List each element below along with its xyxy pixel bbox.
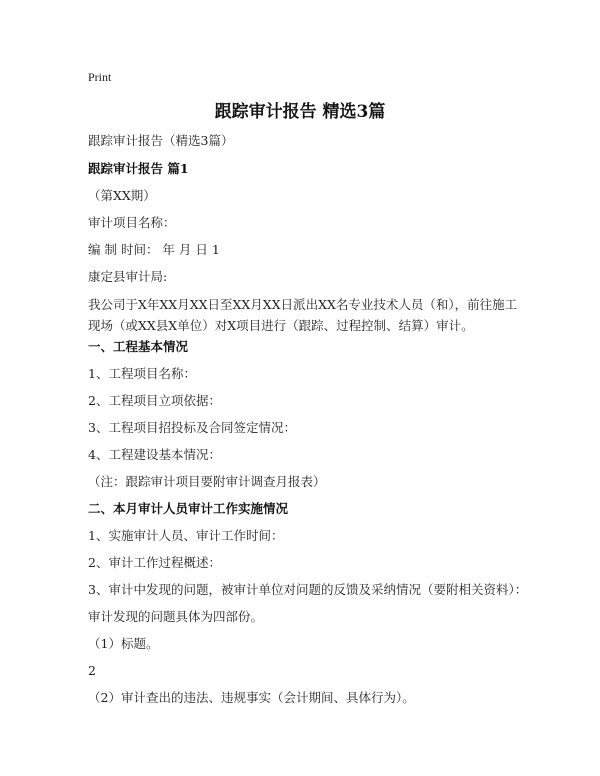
compile-date-field: 编 制 时间： 年 月 日 1 <box>88 242 220 257</box>
addressee: 康定县审计局: <box>88 269 168 284</box>
subtitle-line: 跟踪审计报告（精选3篇） <box>88 133 234 148</box>
list-item: 1、工程项目名称： <box>88 366 196 381</box>
problem-summary: 审计发现的问题具体为四部份。 <box>88 609 264 624</box>
print-link[interactable]: Print <box>88 70 112 84</box>
heading-audit-implementation: 二、本月审计人员审计工作实施情况 <box>88 501 289 516</box>
section-heading-part1: 跟踪审计报告 篇1 <box>88 161 189 176</box>
list-item: 1、实施审计人员、审计工作时间： <box>88 528 284 543</box>
sub-item-title: （1）标题。 <box>88 636 159 651</box>
list-item: 2、工程项目立项依据： <box>88 393 221 408</box>
list-item: 3、审计中发现的问题，被审计单位对问题的反馈及采纳情况（要附相关资料）： <box>88 582 528 597</box>
list-item: 2、审计工作过程概述： <box>88 555 221 570</box>
list-item: 3、工程项目招投标及合同签定情况： <box>88 420 296 435</box>
heading-project-overview: 一、工程基本情况 <box>88 339 189 354</box>
note-line: （注：跟踪审计项目要附审计调查月报表） <box>88 474 326 489</box>
page-number: 2 <box>88 663 96 678</box>
issue-number: （第XX期） <box>88 188 156 203</box>
list-item: 4、工程建设基本情况： <box>88 447 221 462</box>
sub-item-violations: （2）审计查出的违法、违规事实（会计期间、具体行为）。 <box>88 690 415 705</box>
document-title: 跟踪审计报告 精选3篇 <box>214 102 386 122</box>
project-name-field: 审计项目名称： <box>88 215 176 230</box>
intro-paragraph: 我公司于X年XX月XX日至XX月XX日派出XX名专业技术人员（和），前往施工现场（或XX县X单位）对X项目进行（跟踪、过程控制、结算）审计。 <box>88 297 518 333</box>
